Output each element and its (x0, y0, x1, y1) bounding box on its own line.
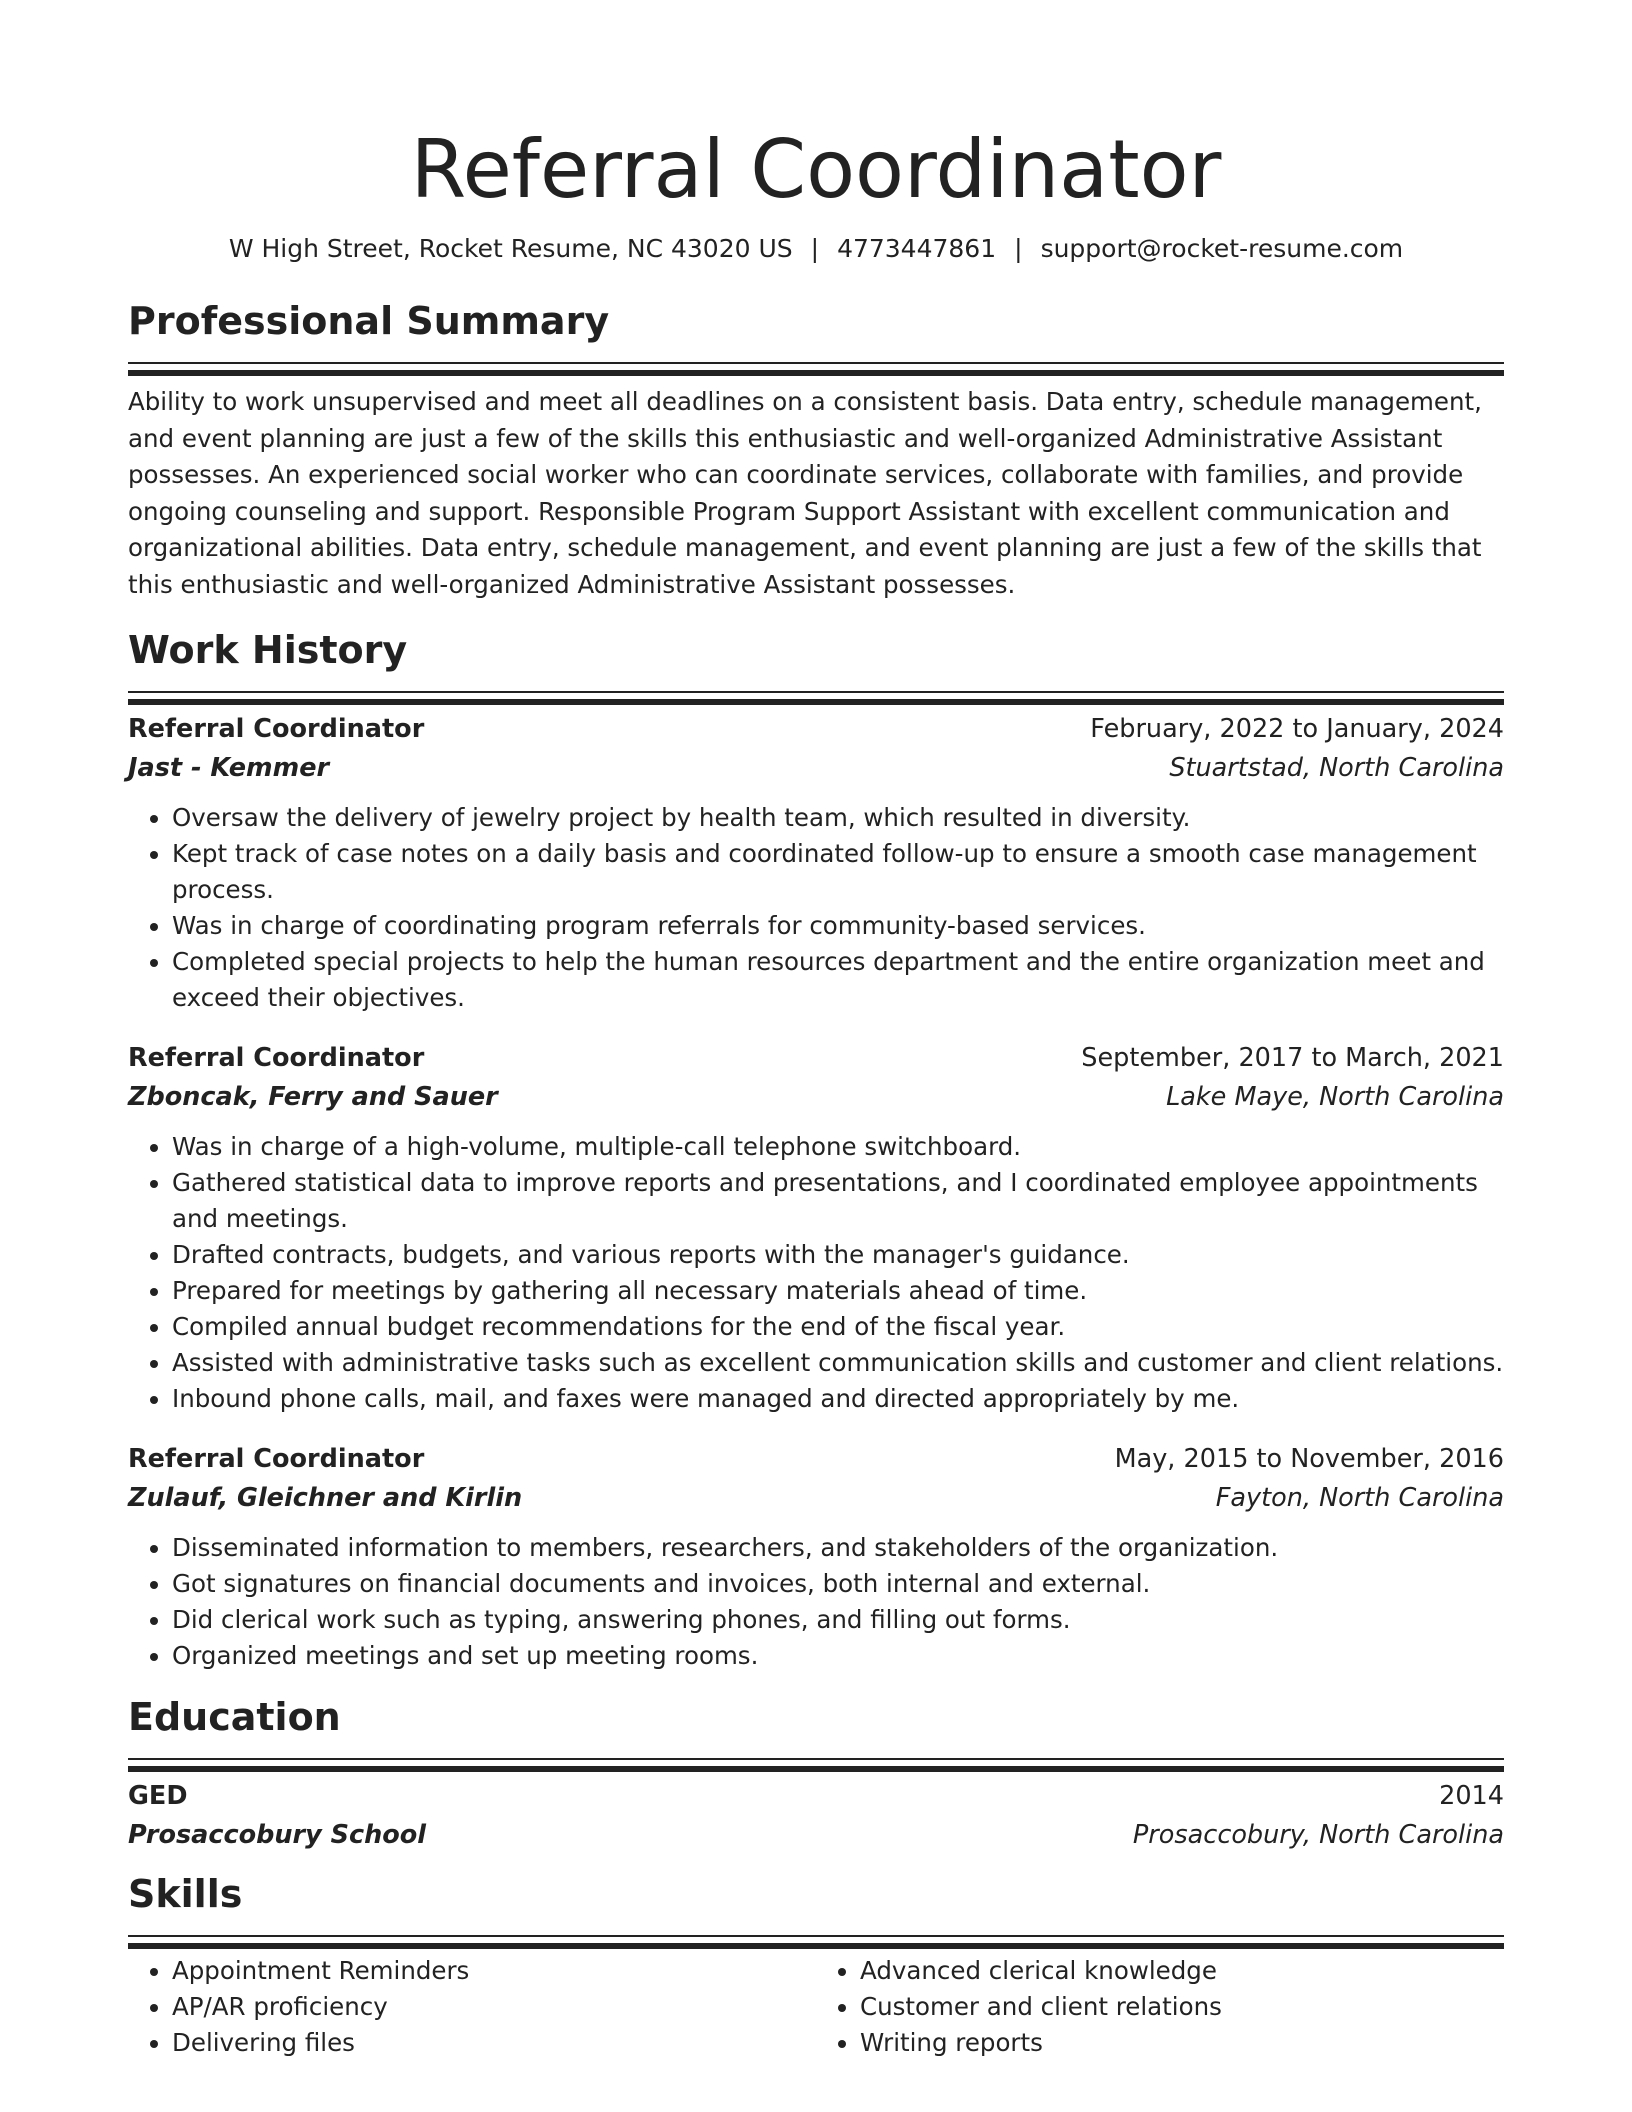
list-item: • Got signatures on financial documents and invoices, both internal and external. (172, 1566, 1504, 1602)
job-bullets (128, 1530, 1504, 1674)
list-item: • Disseminated information to members, researchers, and stakeholders of the organization. (172, 1530, 1504, 1566)
list-item: • Delivering files (172, 2025, 816, 2061)
list-item: • Kept track of case notes on a daily basis and coordinated follow-up to ensure a smooth case management process. (172, 836, 1504, 908)
job-entry (128, 709, 1504, 1016)
contact-separator: | (1014, 234, 1023, 263)
contact-phone: 4773447861 (837, 234, 997, 263)
list-item: • Oversaw the delivery of jewelry project by health team, which resulted in diversity. (172, 800, 1504, 836)
skills-section (128, 1869, 1504, 2061)
list-item: • Completed special projects to help the human resources department and the entire organization meet and exceed their objectives. (172, 944, 1504, 1016)
skills-columns (128, 1953, 1504, 2061)
education-location: Prosaccobury, North Carolina (1132, 1820, 1504, 1850)
education-section (128, 1692, 1504, 1855)
summary-section (128, 296, 1504, 603)
job-entry (128, 1038, 1504, 1417)
contact-address: W High Street, Rocket Resume, NC 43020 US (228, 234, 793, 263)
section-title: Education (128, 1695, 341, 1739)
job-location: Stuartstad, North Carolina (1169, 753, 1504, 783)
job-company: Jast - Kemmer (128, 753, 330, 783)
education-degree: GED (128, 1781, 188, 1811)
list-item: • Was in charge of a high-volume, multiple-call telephone switchboard. (172, 1129, 1504, 1165)
skills-list-right (816, 1953, 1504, 2061)
education-entry (128, 1776, 1504, 1855)
section-divider (128, 1935, 1504, 1943)
section-title: Skills (128, 1872, 243, 1916)
work-history-section (128, 625, 1504, 1674)
job-bullets (128, 1129, 1504, 1417)
job-entry (128, 1439, 1504, 1674)
list-item: • Advanced clerical knowledge (860, 1953, 1504, 1989)
job-dates: September, 2017 to March, 2021 (1081, 1043, 1504, 1073)
list-item: • Writing reports (860, 2025, 1504, 2061)
list-item: • Did clerical work such as typing, answering phones, and filling out forms. (172, 1602, 1504, 1638)
list-item: • Gathered statistical data to improve reports and presentations, and I coordinated employee appointments and meetings. (172, 1165, 1504, 1237)
list-item: • Prepared for meetings by gathering all necessary materials ahead of time. (172, 1273, 1504, 1309)
section-divider (128, 362, 1504, 370)
list-item: • Organized meetings and set up meeting rooms. (172, 1638, 1504, 1674)
contact-line (128, 232, 1504, 266)
job-dates: February, 2022 to January, 2024 (1090, 714, 1504, 744)
section-divider (128, 691, 1504, 699)
job-title: Referral Coordinator (128, 714, 425, 744)
list-item: • Drafted contracts, budgets, and various reports with the manager's guidance. (172, 1237, 1504, 1273)
section-title: Work History (128, 628, 408, 672)
job-title: Referral Coordinator (128, 1444, 425, 1474)
job-bullets (128, 800, 1504, 1016)
section-divider (128, 1758, 1504, 1766)
section-title: Professional Summary (128, 299, 610, 343)
summary-text: Ability to work unsupervised and meet all deadlines on a consistent basis. Data entry, schedule management, and event planning are just a few of the skills this enthusiastic and well-organized Administrative Assistant possesses. An experienced social worker who can coordinate services, collaborate with families, and provide ongoing counseling and support. Responsible Program Support Assistant with excellent communication and organizational abilities. Data entry, schedule management, and event planning are just a few of the skills that this enthusiastic and well-organized Administrative Assistant possesses. (128, 387, 1482, 599)
job-location: Fayton, North Carolina (1215, 1483, 1504, 1513)
list-item: • Customer and client relations (860, 1989, 1504, 2025)
education-school: Prosaccobury School (128, 1820, 427, 1850)
contact-email: support@rocket-resume.com (1040, 234, 1404, 263)
list-item: • Assisted with administrative tasks such as excellent communication skills and customer and client relations. (172, 1345, 1504, 1381)
list-item: • Inbound phone calls, mail, and faxes were managed and directed appropriately by me. (172, 1381, 1504, 1417)
job-dates: May, 2015 to November, 2016 (1114, 1444, 1504, 1474)
list-item: • Compiled annual budget recommendations for the end of the fiscal year. (172, 1309, 1504, 1345)
resume-name: Referral Coordinator (410, 123, 1222, 216)
list-item: • AP/AR proficiency (172, 1989, 816, 2025)
education-year: 2014 (1439, 1781, 1504, 1811)
job-location: Lake Maye, North Carolina (1166, 1082, 1504, 1112)
job-company: Zulauf, Gleichner and Kirlin (128, 1483, 523, 1513)
list-item: • Was in charge of coordinating program referrals for community-based services. (172, 908, 1504, 944)
skills-list-left (128, 1953, 816, 2061)
job-title: Referral Coordinator (128, 1043, 425, 1073)
list-item: • Appointment Reminders (172, 1953, 816, 1989)
contact-separator: | (810, 234, 820, 263)
job-company: Zboncak, Ferry and Sauer (128, 1082, 498, 1112)
